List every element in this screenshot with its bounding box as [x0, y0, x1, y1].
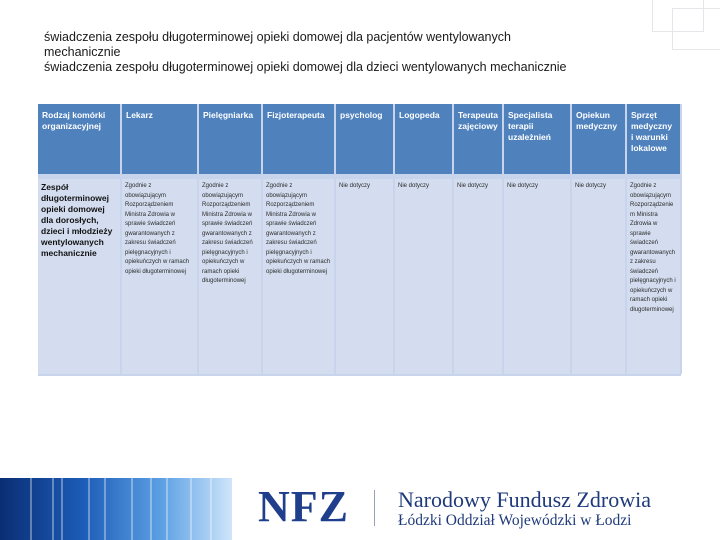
- header-speech-therapist: Logopeda: [394, 104, 453, 174]
- nfz-logo: NFZ: [258, 482, 349, 531]
- table-row: [38, 179, 681, 374]
- header-occupational-therapist: Terapeuta zajęciowy: [453, 104, 503, 174]
- cell-nurse: Zgodnie z obowiązującym Rozporządzeniem Ministra Zdrowia w sprawie świadczeń gwarantowanych z zakresu świadczeń pielęgnacyjnych i opiekuńczych w ramach opieki długoterminowej: [198, 179, 262, 374]
- cell-medical-caregiver: Nie dotyczy: [571, 179, 626, 374]
- cell-equipment: Zgodnie z obowiązującym Rozporządzeniem Ministra Zdrowia w sprawie świadczeń gwarantowanych z zakresu świadczeń pielęgnacyjnych i opiekuńczych w ramach opieki długoterminowej: [626, 179, 681, 374]
- header-medical-caregiver: Opiekun medyczny: [571, 104, 626, 174]
- header-equipment: Sprzęt medyczny i warunki lokalowe: [626, 104, 681, 174]
- header-addiction-specialist: Specjalista terapii uzależnień: [503, 104, 571, 174]
- cell-unit-type: Zespół długoterminowej opieki domowej dla dorosłych, dzieci i młodzieży wentylowanych mechanicznie: [38, 179, 121, 374]
- header-doctor: Lekarz: [121, 104, 198, 174]
- intro-text: [44, 30, 684, 75]
- header-unit-type: Rodzaj komórki organizacyjnej: [38, 104, 121, 174]
- header-nurse: Pielęgniarka: [198, 104, 262, 174]
- org-name: Narodowy Fundusz Zdrowia: [398, 487, 651, 512]
- cell-psychologist: Nie dotyczy: [335, 179, 394, 374]
- table-header-row: [38, 104, 681, 174]
- cell-physiotherapist: Zgodnie z obowiązującym Rozporządzeniem Ministra Zdrowia w sprawie świadczeń gwarantowanych z zakresu świadczeń pielęgnacyjnych i opiekuńczych w ramach opieki długoterminowej: [262, 179, 335, 374]
- cell-doctor: Zgodnie z obowiązującym Rozporządzeniem Ministra Zdrowia w sprawie świadczeń gwarantowanych z zakresu świadczeń pielęgnacyjnych i opiekuńczych w ramach opieki długoterminowej: [121, 179, 198, 374]
- header-physiotherapist: Fizjoterapeuta: [262, 104, 335, 174]
- staffing-table: [38, 104, 682, 374]
- branch-name: Łódzki Oddział Wojewódzki w Łodzi: [398, 512, 632, 529]
- intro-line-3: świadczenia zespołu długoterminowej opieki domowej dla dzieci wentylowanych mechanicznie: [44, 60, 567, 74]
- cell-speech-therapist: Nie dotyczy: [394, 179, 453, 374]
- intro-line-1: świadczenia zespołu długoterminowej opieki domowej dla pacjentów wentylowanych: [44, 30, 511, 44]
- decorative-banner: [0, 478, 232, 540]
- cell-addiction-specialist: Nie dotyczy: [503, 179, 571, 374]
- logo-divider: [374, 490, 375, 526]
- intro-line-2: mechanicznie: [44, 45, 121, 59]
- staffing-table-container: [38, 104, 681, 376]
- cell-occupational-therapist: Nie dotyczy: [453, 179, 503, 374]
- header-psychologist: psycholog: [335, 104, 394, 174]
